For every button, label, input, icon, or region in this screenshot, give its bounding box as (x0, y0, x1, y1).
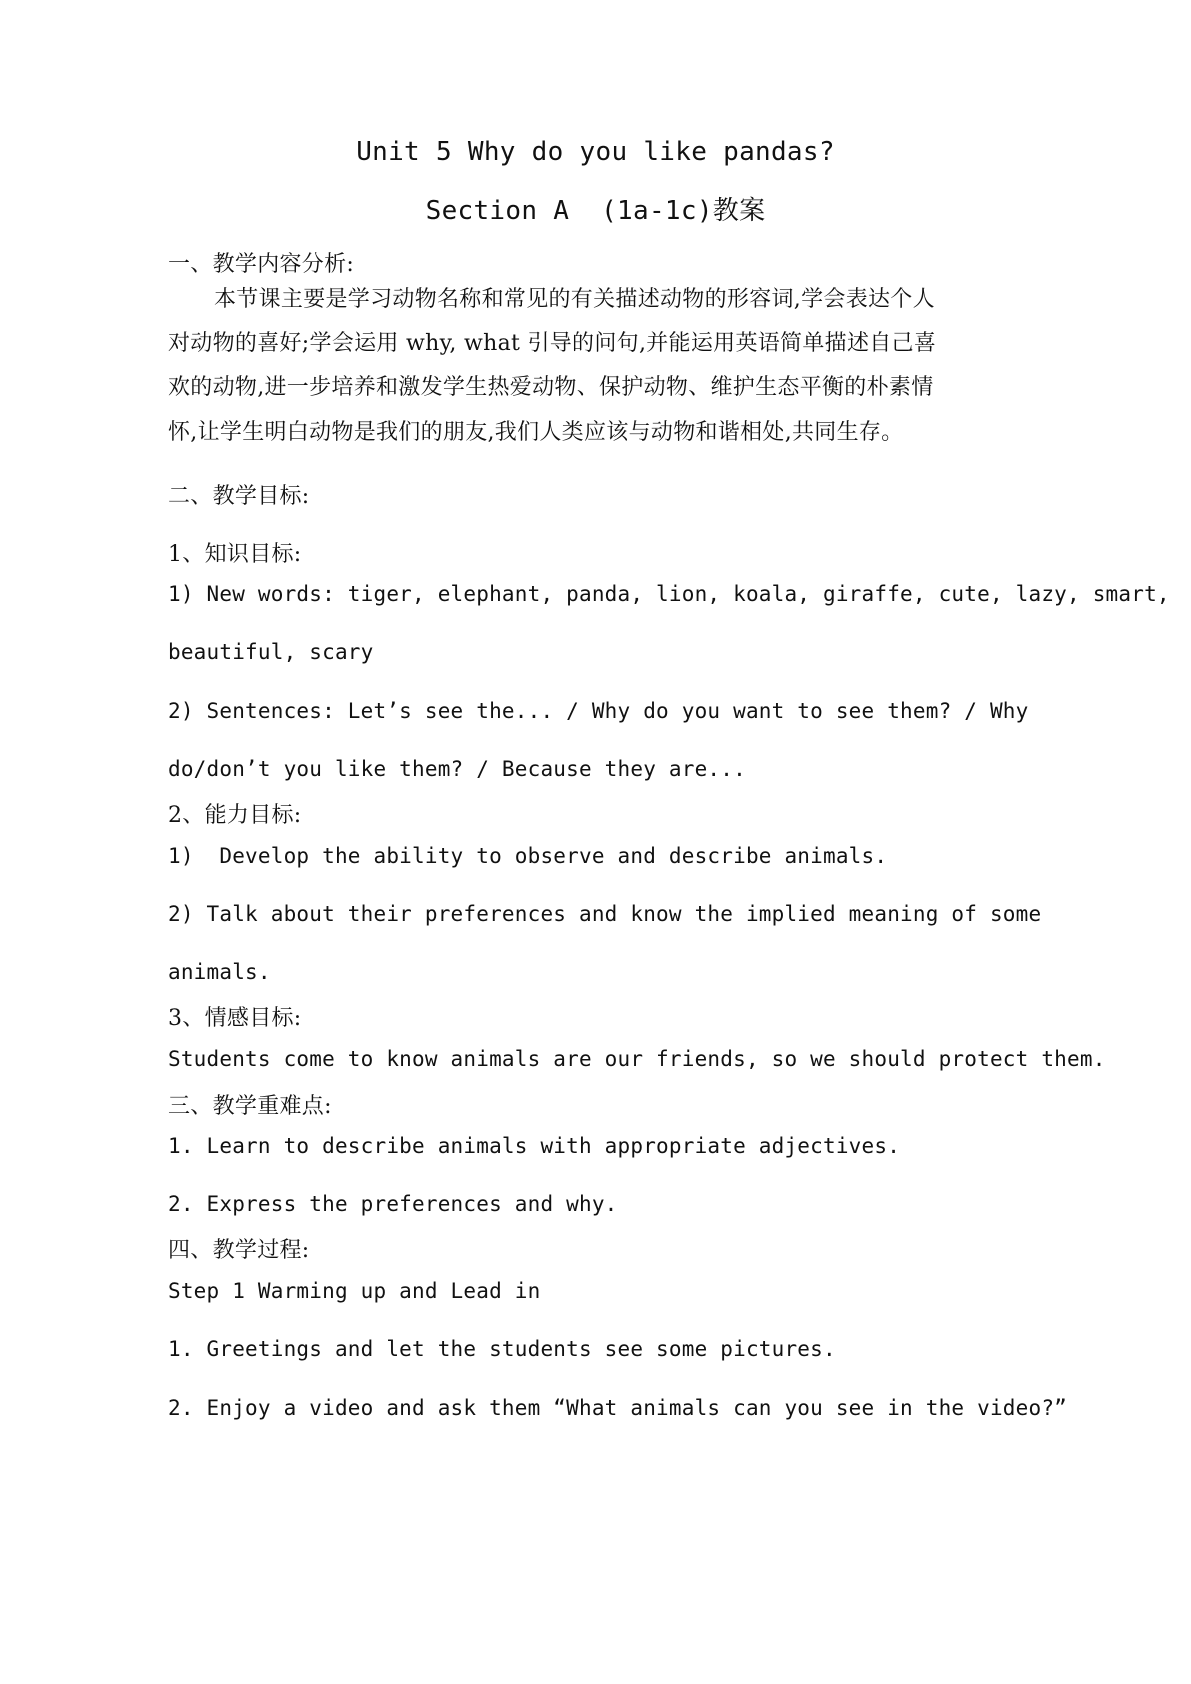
section-4-heading: 四、教学过程: (168, 1238, 310, 1263)
emotional-goal-1: Students come to know animals are our friends, so we should protect them. (168, 1047, 1106, 1071)
key-point-2: 2. Express the preferences and why. (168, 1192, 618, 1216)
key-point-1: 1. Learn to describe animals with appropriate adjectives. (168, 1134, 901, 1158)
section-1-paragraph-line-3: 欢的动物,进一步培养和激发学生热爱动物、保护动物、维护生态平衡的朴素情 (168, 375, 934, 400)
emotional-goals-heading: 3、情感目标: (168, 1006, 302, 1031)
section-1-paragraph-line-1: 本节课主要是学习动物名称和常见的有关描述动物的形容词,学会表达个人 (214, 287, 935, 312)
sentences-line-2: do/don’t you like them? / Because they are... (168, 757, 746, 781)
section-1-paragraph-line-2: 对动物的喜好;学会运用 why, what 引导的问句,并能运用英语简单描述自己喜 (168, 331, 937, 356)
document-subtitle: Section A (1a-1c)教案 (425, 196, 766, 226)
knowledge-goals-heading: 1、知识目标: (168, 542, 302, 567)
step-1-item-2: 2. Enjoy a video and ask them “What animals can you see in the video?” (168, 1396, 1068, 1420)
section-2-heading: 二、教学目标: (168, 484, 310, 509)
ability-goal-2-line-1: 2) Talk about their preferences and know the implied meaning of some (168, 902, 1042, 926)
sentences-line-1: 2) Sentences: Let’s see the... / Why do you want to see them? / Why (168, 699, 1029, 723)
section-3-heading: 三、教学重难点: (168, 1094, 332, 1119)
ability-goal-1: 1) Develop the ability to observe and describe animals. (168, 844, 888, 868)
document-title: Unit 5 Why do you like pandas? (356, 137, 835, 167)
section-1-paragraph-line-4: 怀,让学生明白动物是我们的朋友,我们人类应该与动物和谐相处,共同生存。 (168, 420, 904, 445)
ability-goals-heading: 2、能力目标: (168, 803, 302, 828)
section-1-heading: 一、教学内容分析: (168, 252, 355, 277)
new-words-line-2: beautiful, scary (168, 640, 374, 664)
new-words-line-1: 1) New words: tiger, elephant, panda, lion, koala, giraffe, cute, lazy, smart, (168, 582, 1170, 606)
ability-goal-2-line-2: animals. (168, 960, 271, 984)
step-1-heading: Step 1 Warming up and Lead in (168, 1279, 541, 1303)
step-1-item-1: 1. Greetings and let the students see some pictures. (168, 1337, 836, 1361)
